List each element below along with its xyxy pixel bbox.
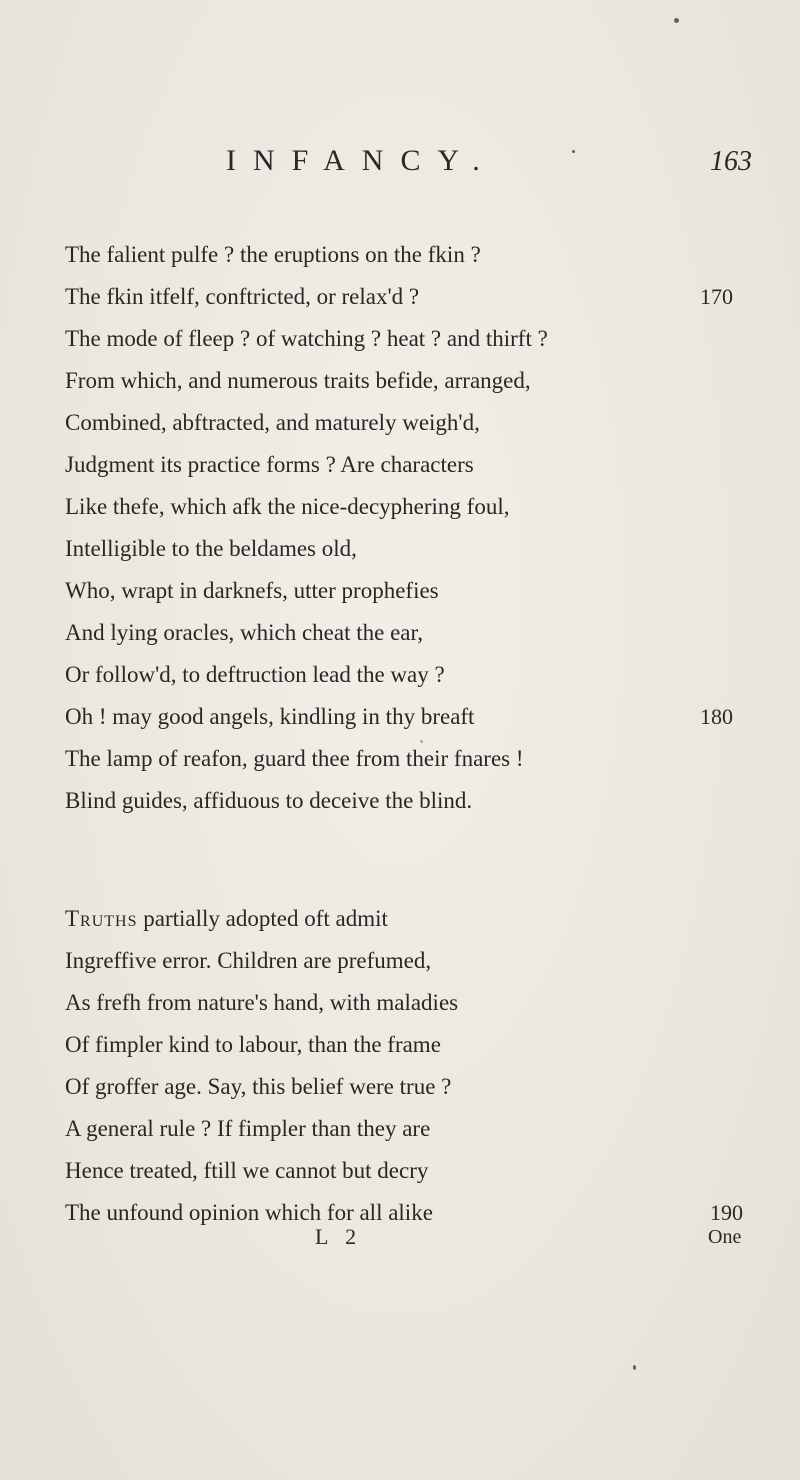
paper-speck — [633, 1365, 636, 1370]
verse-text: Blind guides, affiduous to deceive the blind. — [65, 788, 473, 813]
verse-line — [65, 940, 745, 982]
verse-line — [65, 612, 745, 654]
verse-line — [65, 234, 745, 276]
page-number: 163 — [710, 146, 752, 177]
verse-line — [65, 402, 745, 444]
stanza-2 — [65, 898, 745, 1234]
verse-line — [65, 1066, 745, 1108]
verse-line-first — [65, 898, 745, 940]
verse-text: A general rule ? If fimpler than they are — [65, 1116, 431, 1141]
verse-text: Ingreffive error. Children are prefumed, — [65, 948, 432, 973]
paper-speck — [420, 740, 423, 743]
verse-text: The mode of fleep ? of watching ? heat ? and thirft ? — [65, 326, 548, 351]
verse-text: Like thefe, which afk the nice-decyphering foul, — [65, 494, 510, 519]
verse-text: Judgment its practice forms ? Are characters — [65, 452, 474, 477]
verse-text: Oh ! may good angels, kindling in thy breaft — [65, 704, 475, 729]
verse-text: As frefh from nature's hand, with maladies — [65, 990, 459, 1015]
verse-text: Of groffer age. Say, this belief were true ? — [65, 1074, 452, 1099]
verse-text: Combined, abftracted, and maturely weigh'd, — [65, 410, 480, 435]
verse-line — [65, 696, 745, 738]
verse-text: Or follow'd, to deftruction lead the way ? — [65, 662, 445, 687]
verse-text: Who, wrapt in darknefs, utter prophefies — [65, 578, 439, 603]
verse-line — [65, 982, 745, 1024]
verse-line — [65, 1108, 745, 1150]
verse-text: From which, and numerous traits befide, arranged, — [65, 368, 531, 393]
signature-mark: L 2 — [315, 1224, 363, 1249]
verse-text: The unfound opinion which for all alike — [65, 1200, 433, 1225]
paper-speck — [674, 18, 679, 23]
verse-line — [65, 738, 745, 780]
verse-text: The fkin itfelf, conftricted, or relax'd ? — [65, 284, 420, 309]
verse-line — [65, 1192, 745, 1234]
verse-line — [65, 1150, 745, 1192]
verse-text — [65, 898, 388, 940]
verse-line — [65, 360, 745, 402]
verse-text: And lying oracles, which cheat the ear, — [65, 620, 423, 645]
catchword: One — [708, 1226, 742, 1248]
verse-text: Of fimpler kind to labour, than the frame — [65, 1032, 441, 1057]
verse-line — [65, 276, 745, 318]
verse-line — [65, 570, 745, 612]
line-number: 170 — [700, 284, 733, 309]
verse-line — [65, 318, 745, 360]
verse-line — [65, 486, 745, 528]
verse-line — [65, 1024, 745, 1066]
running-head: INFANCY. — [226, 144, 497, 177]
verse-line — [65, 528, 745, 570]
paper-speck — [572, 150, 575, 153]
verse-text: Hence treated, ftill we cannot but decry — [65, 1158, 429, 1183]
verse-text: The lamp of reafon, guard thee from their fnares ! — [65, 746, 524, 771]
verse-text: The falient pulfe ? the eruptions on the fkin ? — [65, 242, 481, 267]
first-line-rest: partially adopted oft admit — [137, 906, 388, 931]
stanza-1 — [65, 234, 745, 822]
verse-line — [65, 654, 745, 696]
verse-line — [65, 780, 745, 822]
verse-line — [65, 444, 745, 486]
verse-text: Intelligible to the beldames old, — [65, 536, 357, 561]
line-number: 190 — [710, 1200, 743, 1225]
opening-word: Truths — [65, 906, 138, 931]
line-number: 180 — [700, 704, 733, 729]
